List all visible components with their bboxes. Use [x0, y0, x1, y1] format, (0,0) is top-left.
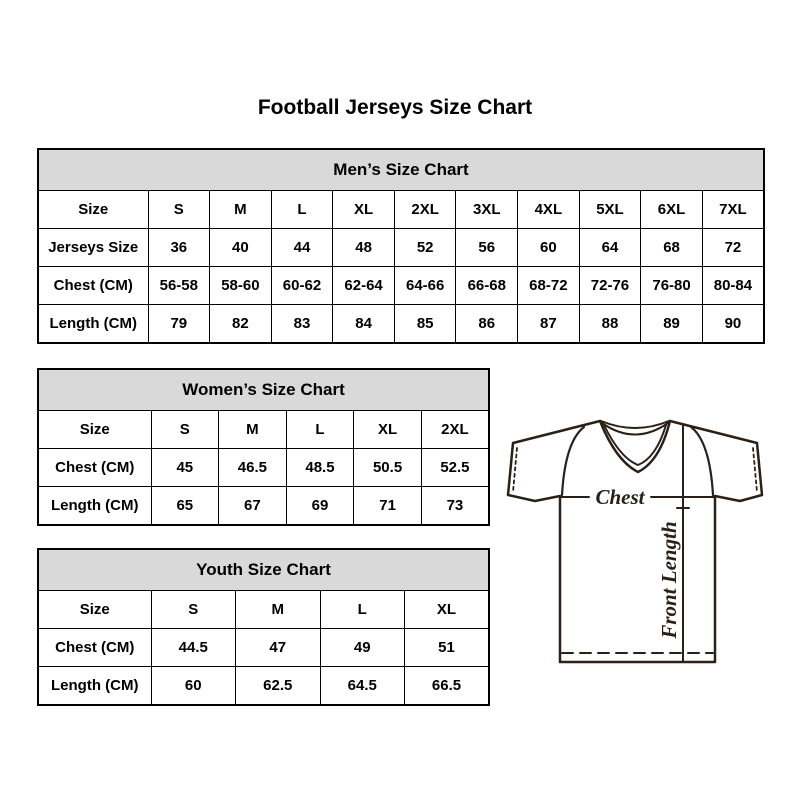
v-neck-collar: [600, 421, 670, 472]
womens-size-table-title: Women’s Size Chart: [38, 369, 489, 411]
value-cell: 64-66: [394, 267, 456, 305]
armhole-seam-left: [562, 427, 584, 495]
value-cell: 6XL: [641, 191, 703, 229]
value-cell: 64: [579, 229, 641, 267]
table-row: [38, 191, 764, 229]
cuff-dashed-line-left: [513, 448, 517, 492]
value-cell: 40: [210, 229, 272, 267]
value-cell: 52.5: [421, 449, 489, 487]
value-cell: 68-72: [518, 267, 580, 305]
cuff-dashed-line-right: [753, 448, 757, 492]
value-cell: 45: [151, 449, 219, 487]
row-label-cell: Chest (CM): [38, 449, 151, 487]
value-cell: 48.5: [286, 449, 354, 487]
youth-size-table-title: Youth Size Chart: [38, 549, 489, 591]
value-cell: 83: [271, 305, 333, 344]
value-cell: 90: [702, 305, 764, 344]
row-label-cell: Size: [38, 191, 148, 229]
value-cell: 72: [702, 229, 764, 267]
value-cell: 7XL: [702, 191, 764, 229]
table-row: [38, 667, 489, 706]
value-cell: 71: [354, 487, 422, 526]
page-title: Football Jerseys Size Chart: [257, 96, 533, 119]
value-cell: XL: [354, 411, 422, 449]
value-cell: L: [271, 191, 333, 229]
mens-size-table: [37, 148, 765, 344]
value-cell: 60: [518, 229, 580, 267]
value-cell: 5XL: [579, 191, 641, 229]
value-cell: 82: [210, 305, 272, 344]
chest-label: Chest: [595, 485, 645, 509]
value-cell: M: [210, 191, 272, 229]
value-cell: 60-62: [271, 267, 333, 305]
value-cell: 46.5: [219, 449, 287, 487]
value-cell: 62-64: [333, 267, 395, 305]
value-cell: XL: [333, 191, 395, 229]
value-cell: 50.5: [354, 449, 422, 487]
value-cell: 56: [456, 229, 518, 267]
value-cell: S: [148, 191, 210, 229]
jersey-outline: [508, 421, 762, 662]
value-cell: 62.5: [236, 667, 321, 706]
table-row: [38, 411, 489, 449]
value-cell: 51: [405, 629, 490, 667]
value-cell: 88: [579, 305, 641, 344]
value-cell: 3XL: [456, 191, 518, 229]
value-cell: 80-84: [702, 267, 764, 305]
value-cell: 52: [394, 229, 456, 267]
value-cell: M: [219, 411, 287, 449]
value-cell: 67: [219, 487, 287, 526]
youth-size-table: [37, 548, 490, 706]
value-cell: 47: [236, 629, 321, 667]
value-cell: S: [151, 591, 236, 629]
row-label-cell: Size: [38, 591, 151, 629]
value-cell: 44.5: [151, 629, 236, 667]
table-row: [38, 305, 764, 344]
row-label-cell: Length (CM): [38, 667, 151, 706]
value-cell: 89: [641, 305, 703, 344]
table-row: [38, 229, 764, 267]
womens-size-table: [37, 368, 490, 526]
value-cell: 87: [518, 305, 580, 344]
value-cell: 2XL: [421, 411, 489, 449]
value-cell: 36: [148, 229, 210, 267]
value-cell: 4XL: [518, 191, 580, 229]
row-label-cell: Length (CM): [38, 487, 151, 526]
value-cell: 66.5: [405, 667, 490, 706]
value-cell: 79: [148, 305, 210, 344]
value-cell: 86: [456, 305, 518, 344]
value-cell: 69: [286, 487, 354, 526]
value-cell: M: [236, 591, 321, 629]
value-cell: 73: [421, 487, 489, 526]
value-cell: 49: [320, 629, 405, 667]
value-cell: L: [320, 591, 405, 629]
table-row: [38, 449, 489, 487]
value-cell: 48: [333, 229, 395, 267]
row-label-cell: Chest (CM): [38, 267, 148, 305]
value-cell: 56-58: [148, 267, 210, 305]
mens-size-table-title: Men’s Size Chart: [38, 149, 764, 191]
row-label-cell: Length (CM): [38, 305, 148, 344]
value-cell: 2XL: [394, 191, 456, 229]
row-label-cell: Size: [38, 411, 151, 449]
table-row: [38, 629, 489, 667]
value-cell: 60: [151, 667, 236, 706]
value-cell: 84: [333, 305, 395, 344]
table-row: [38, 487, 489, 526]
armhole-seam-right: [691, 427, 713, 495]
value-cell: 85: [394, 305, 456, 344]
table-row: [38, 267, 764, 305]
table-row: [38, 591, 489, 629]
value-cell: S: [151, 411, 219, 449]
value-cell: 65: [151, 487, 219, 526]
value-cell: 72-76: [579, 267, 641, 305]
row-label-cell: Jerseys Size: [38, 229, 148, 267]
row-label-cell: Chest (CM): [38, 629, 151, 667]
value-cell: 58-60: [210, 267, 272, 305]
value-cell: 68: [641, 229, 703, 267]
value-cell: 64.5: [320, 667, 405, 706]
value-cell: 66-68: [456, 267, 518, 305]
value-cell: 44: [271, 229, 333, 267]
value-cell: 76-80: [641, 267, 703, 305]
value-cell: XL: [405, 591, 490, 629]
front-length-label: Front Length: [657, 521, 681, 639]
value-cell: L: [286, 411, 354, 449]
jersey-measurement-diagram: [505, 415, 765, 665]
